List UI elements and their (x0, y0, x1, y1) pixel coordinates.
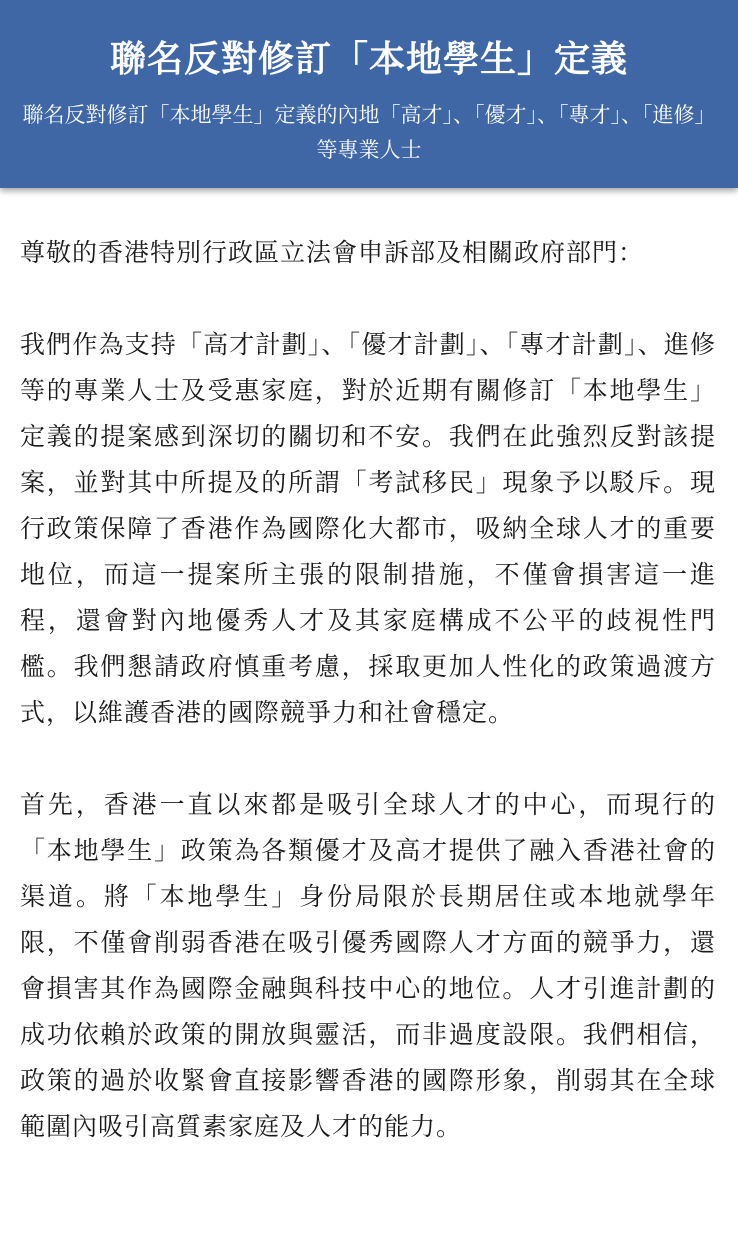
letter-salutation: 尊敬的香港特別行政區立法會申訴部及相關政府部門： (20, 238, 645, 267)
letter-paragraph-2: 首先，香港一直以來都是吸引全球人才的中心，而現行的「本地學生」政策為各類優才及高才提供了融入香港社會的渠道。將「本地學生」身份局限於長期居住或本地就學年限，不僅會削弱香港在吸引優秀國際人才方面的競爭力，還會損害其作為國際金融與科技中心的地位。人才引進計劃的成功依賴於政策的開放與靈活，而非過度設限。我們相信，政策的過於收緊會直接影響香港的國際形象，削弱其在全球範圍內吸引高質素家庭及人才的能力。 (20, 790, 716, 1141)
letter-paragraph-1: 我們作為支持「高才計劃」、「優才計劃」、「專才計劃」、進修等的專業人士及受惠家庭，對於近期有關修訂「本地學生」定義的提案感到深切的關切和不安。我們在此強烈反對該提案，並對其中所提及的所謂「考試移民」現象予以駁斥。現行政策保障了香港作為國際化大都市，吸納全球人才的重要地位，而這一提案所主張的限制措施，不僅會損害這一進程，還會對內地優秀人才及其家庭構成不公平的歧視性門檻。我們懇請政府慎重考慮，採取更加人性化的政策過渡方式，以維護香港的國際競爭力和社會穩定。 (20, 330, 716, 727)
letter-body (20, 230, 716, 1180)
page-subtitle: 聯名反對修訂「本地學生」定義的內地「高才」、「優才」、「專才」、「進修」等專業人士 (22, 103, 716, 162)
header-banner (0, 0, 738, 188)
page-title: 聯名反對修訂「本地學生」定義 (109, 39, 628, 80)
